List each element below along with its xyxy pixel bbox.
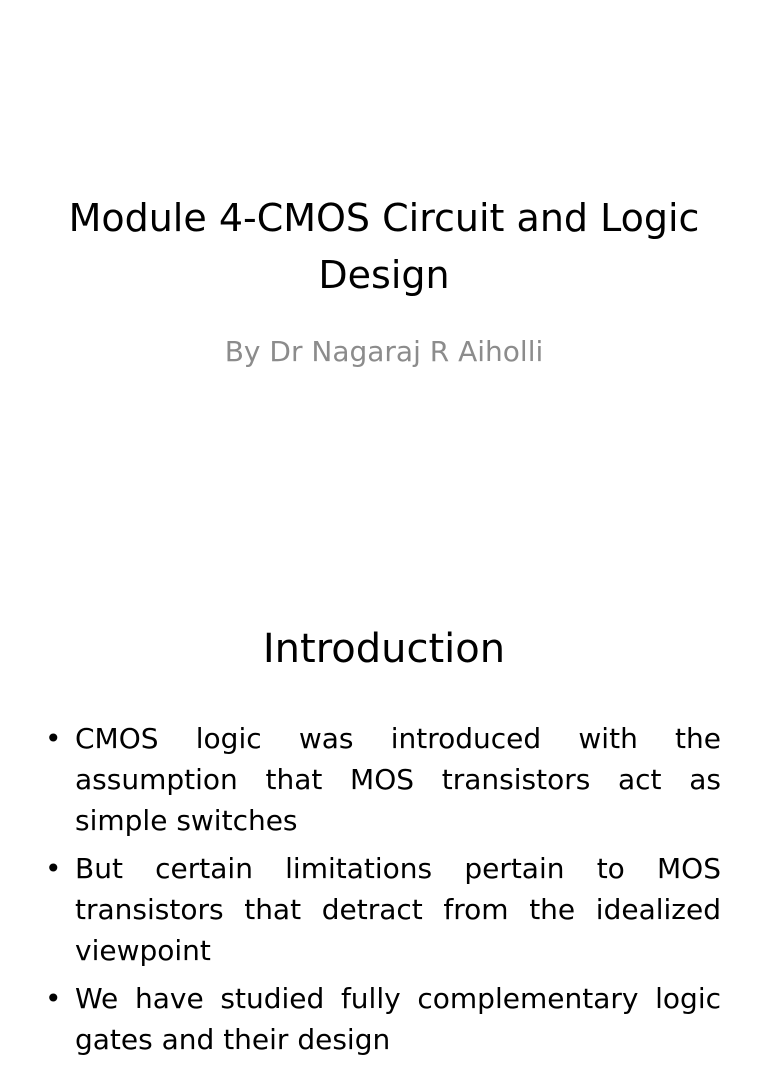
- bullet-item: [45, 848, 721, 971]
- bullet-text: But certain limitations pertain to MOS transistors that detract from the idealized viewpoint: [75, 852, 721, 967]
- bullet-list: [45, 718, 721, 1067]
- bullet-dot-icon: •: [45, 852, 62, 885]
- bullet-text: We have studied fully complementary logic gates and their design: [75, 982, 721, 1056]
- bullet-item: [45, 978, 721, 1060]
- slide-title: Module 4-CMOS Circuit and Logic Design: [68, 196, 700, 297]
- slide-subtitle: By Dr Nagaraj R Aiholli: [224, 335, 544, 368]
- bullet-text: CMOS logic was introduced with the assumption that MOS transistors act as simple switches: [75, 722, 721, 837]
- introduction-heading: Introduction: [262, 626, 506, 672]
- introduction-slide: [0, 576, 768, 1056]
- bullet-item: [45, 718, 721, 841]
- bullet-dot-icon: •: [45, 982, 62, 1015]
- bullet-dot-icon: •: [45, 722, 62, 755]
